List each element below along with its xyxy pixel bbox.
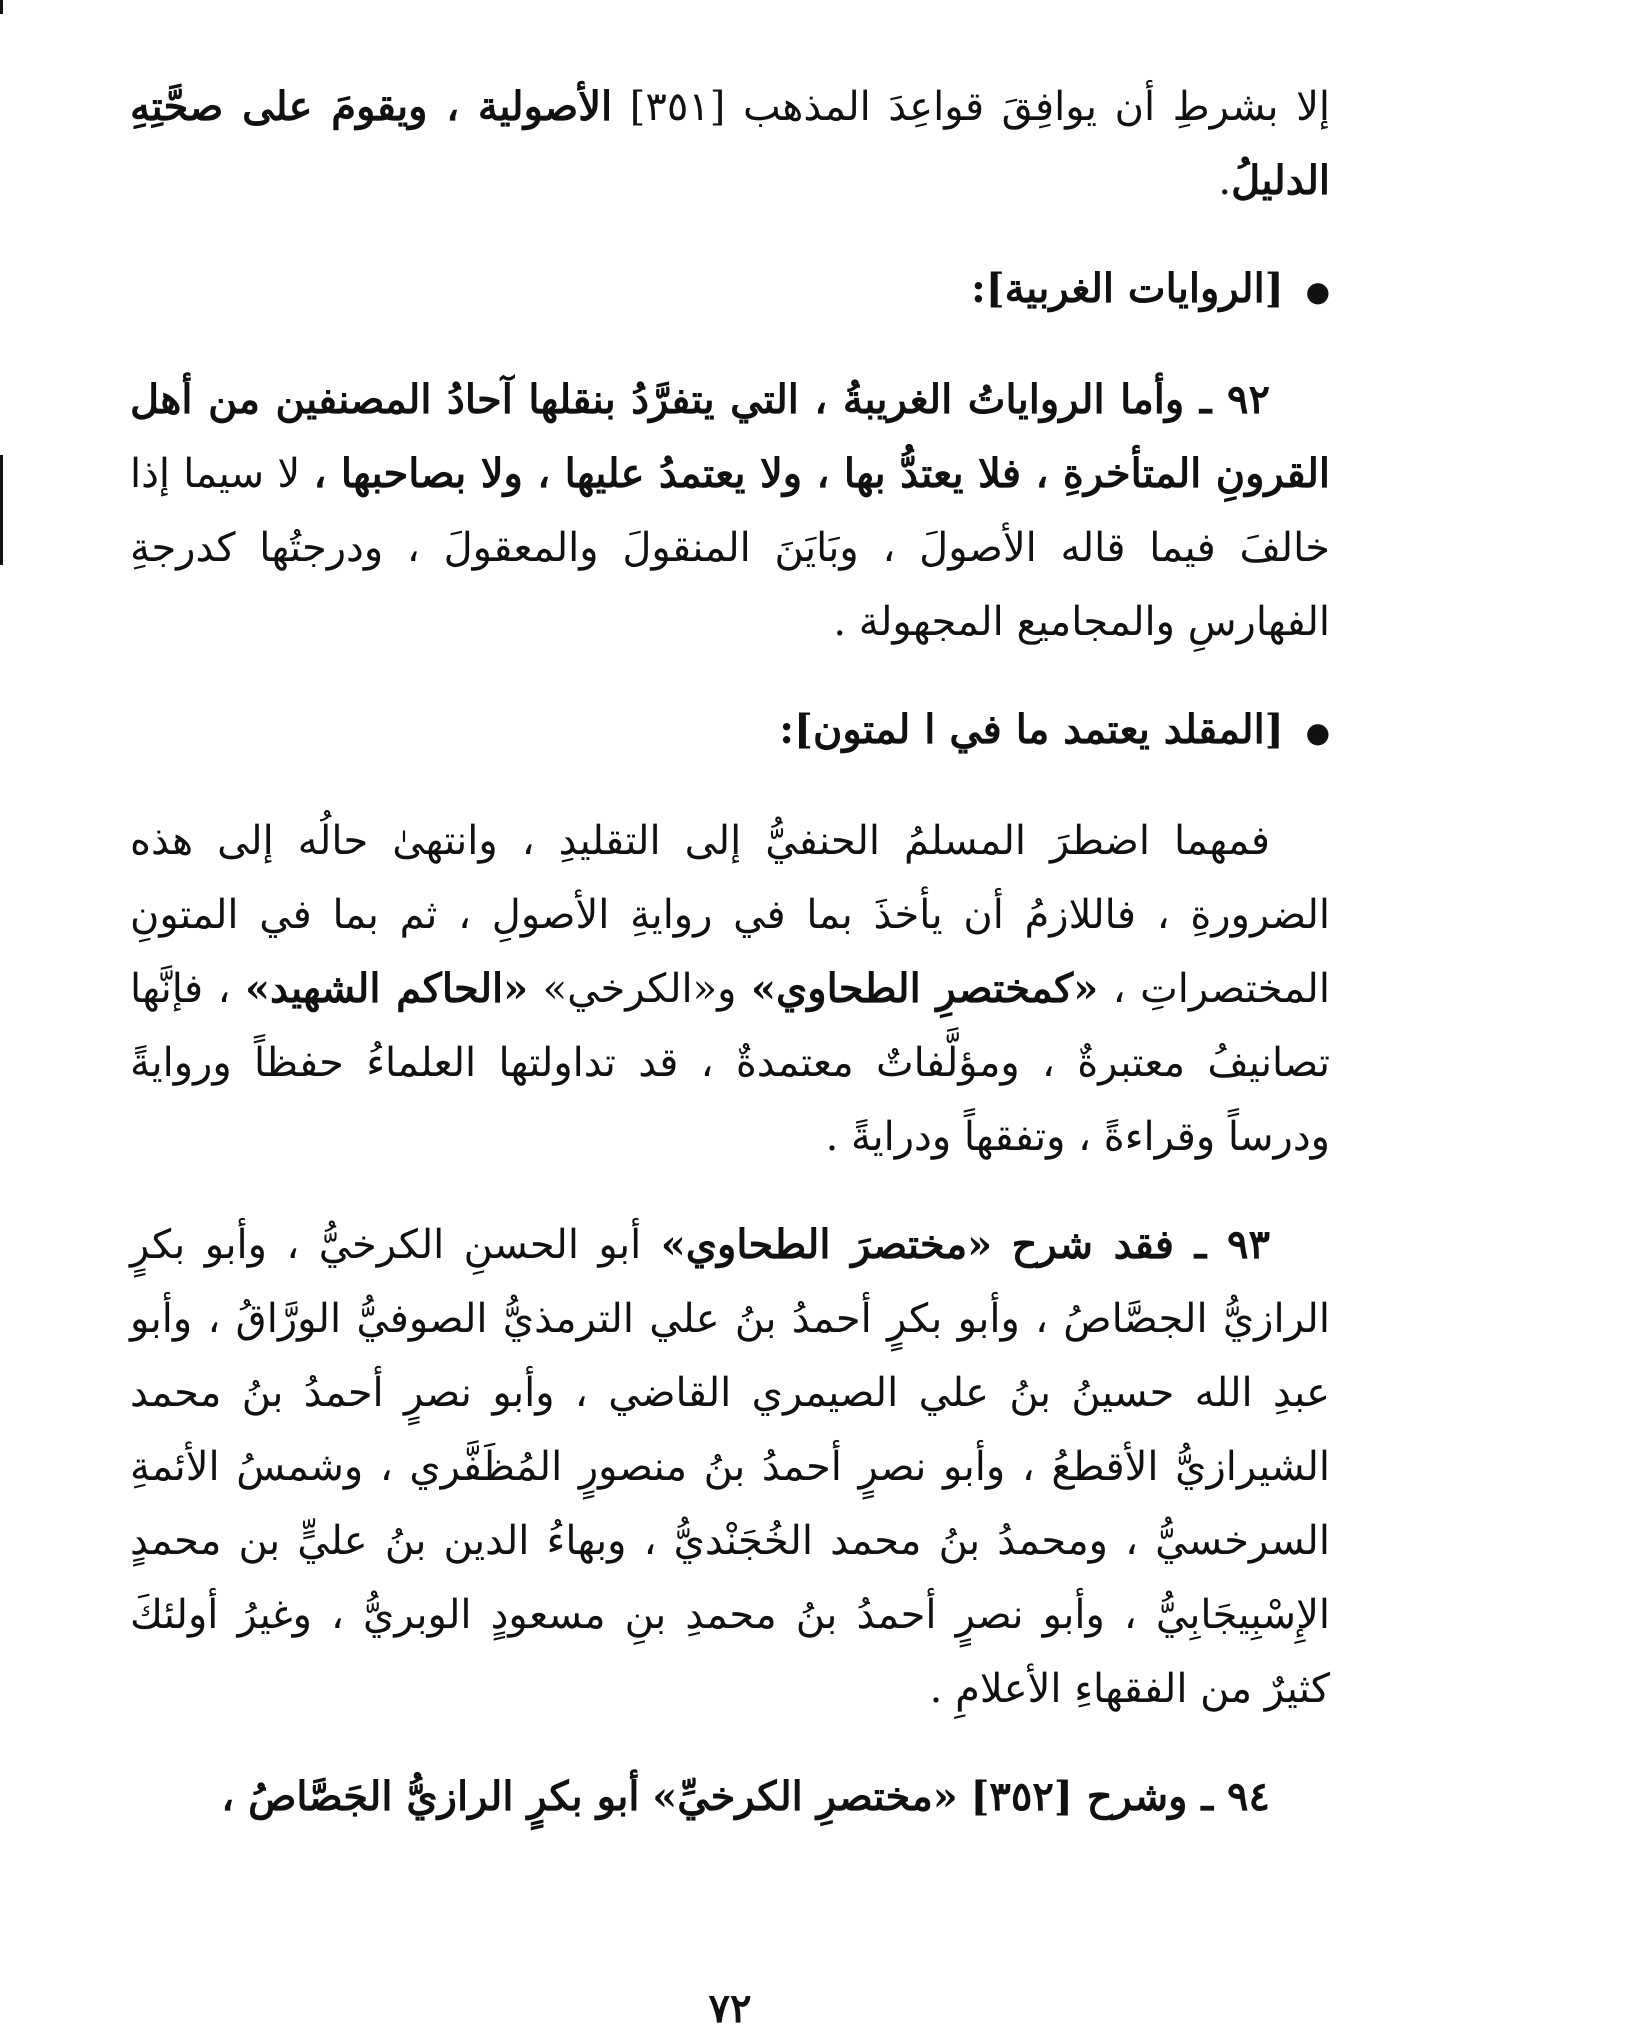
section-heading-strange-narrations: [130, 252, 1330, 329]
paragraph-92: [130, 363, 1330, 659]
paragraph-text: فمهما اضطرَ المسلمُ الحنفيُّ إلى التقليدِ ، وانتهىٰ حالُه إلى هذه الضرورةِ ، فاللازمُ أن يأخذَ بما في روايةِ الأصولِ ، ثم بما في المتونِ المختصراتِ ،: [130, 818, 1331, 1012]
book-title-karkhi: و«الكرخي»: [542, 966, 737, 1012]
scan-edge-mark-middle: [0, 455, 3, 565]
paragraph-bold-text: ٩٢ ـ وأما الرواياتُ الغريبةُ ، التي يتفرَّدُ بنقلها آحادُ المصنفين من أهل القرونِ المتأخرةِ ، فلا يعتدُّ بها ، ولا يعتمدُ عليها ، ولا بصاحبها ،: [130, 376, 1331, 497]
paragraph-imitation: [130, 804, 1330, 1174]
section-heading-imitator: [130, 693, 1330, 770]
document-page: [130, 70, 1330, 1834]
bullet-icon: ●: [1305, 275, 1330, 308]
paragraph-period: .: [1218, 158, 1232, 204]
page-number: ٧٢: [708, 1985, 752, 2032]
book-title-tahawi: «كمختصرِ الطحاوي»: [750, 965, 1099, 1012]
book-title-hakim: «الحاكم الشهيد»: [244, 965, 529, 1012]
paragraph-text: أبو الحسنِ الكرخيُّ ، وأبو بكرٍ الرازيُّ الجصَّاصُ ، وأبو بكرٍ أحمدُ بنُ علي الترمذيُّ الصوفيُّ الورَّاقُ ، وأبو عبدِ الله حسينُ بنُ علي الصيمري القاضي ، وأبو نصرٍ أحمدُ بنُ محمد الشيرازيُّ الأقطعُ ، وأبو نصرٍ أحمدُ بنُ منصورٍ المُظَفَّري ، وشمسُ الأئمةِ السرخسيُّ ، ومحمدُ بنُ محمد الخُجَنْديُّ ، وبهاءُ الدين بنُ عليٍّ بن محمدٍ الإِسْبِيجَابِيُّ ، وأبو نصرٍ أحمدُ بنُ محمدِ بنِ مسعودٍ الوبريُّ ، وغيرُ أولئكَ كثيرٌ من الفقهاءِ الأعلامِ .: [130, 1222, 1330, 1712]
section-heading-text: [الروايات الغربية]:: [970, 265, 1284, 312]
paragraph-94: [130, 1760, 1330, 1834]
book-title-tahawi: «مختصرَ الطحاوي»: [660, 1221, 993, 1268]
paragraph-bold-text: أبو بكرٍ الرازيُّ الجَصَّاصُ ،: [221, 1773, 640, 1820]
paragraph-text: إلا بشرطِ أن يوافِقَ قواعِدَ المذهب [٣٥١]: [629, 84, 1331, 130]
book-title-karkhi: «مختصرِ الكرخيِّ»: [652, 1773, 958, 1820]
paragraph-bold-text: الأصولية ، ويقومَ على صحَّتِهِ الدليلُ: [130, 83, 1330, 204]
paragraph-number: ٩٤ ـ وشرح [٣٥٢]: [970, 1773, 1270, 1820]
paragraph-text: ، فإنَّها تصانيفُ معتبرةٌ ، ومؤلَّفاتٌ معتمدةٌ ، قد تداولتها العلماءُ حفظاً وروايةً ودرساً وقراءةً ، وتفقهاً ودرايةً .: [130, 966, 1330, 1160]
scan-edge-mark-top: [0, 0, 3, 14]
section-heading-text: [المقلد يعتمد ما في ا لمتون]:: [779, 706, 1284, 753]
paragraph-text: لا سيما إذا خالفَ فيما قاله الأصولَ ، وبَايَنَ المنقولَ والمعقولَ ، ودرجتُها كدرجةِ الفهارسِ والمجاميع المجهولة .: [130, 451, 1330, 645]
paragraph-number: ٩٣ ـ فقد شرح: [1011, 1221, 1270, 1268]
paragraph-continuation: [130, 70, 1330, 218]
bullet-icon: ●: [1305, 716, 1330, 749]
paragraph-93: [130, 1208, 1330, 1726]
